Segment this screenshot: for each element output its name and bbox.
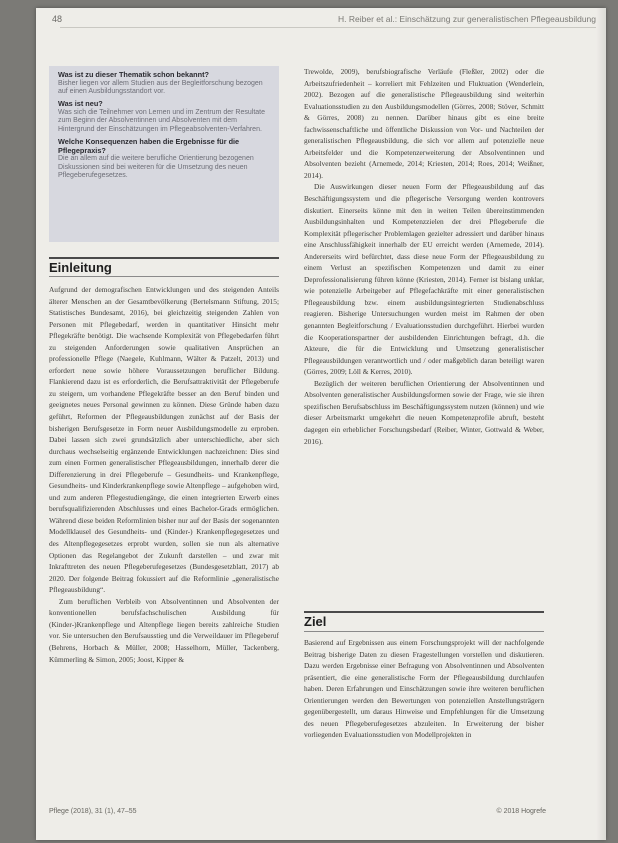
paragraph: Die Auswirkungen dieser neuen Form der Pflegeausbildung auf das Beschäftigungssystem und die pflegerische Versorgung werden kontrovers diskutiert. Einerseits könne mit den in weiten Teilen übereinstimmenden Ausbildungsinhalten und Kompetenzzielen der drei Pflegeberufe die Komplexität pflegerischer Problemlagen gezielter adressiert und darüber hinaus eine Anschlussfähigkeit innerhalb der EU erreicht werden (Arnemede, 2014). Andererseits wird befürchtet, dass diese neue Form der Pflegeausbildung zu einem Verlust an spezifischen Kompetenzen und damit zu einer Deprofessionalisierung führen könne (Kriesten, 2014). Ferner ist bislang unklar, wie potenzielle Arbeitgeber auf Pflegefachkräfte mit einer generalistischen Pflegeausbildung bzw. einem ausbildungsintegrierten Studienabschluss reagieren. Bisherige Untersuchungen wurden meist im Rahmen der oben genannten Begleitforschung / Evaluationsstudien durchgeführt. Hierbei wurden die Kooperationspartner der ausbildenden Einrichtungen befragt, d.h. die Akteure, die für die Entwicklung und Umsetzung generalistischer Pflegeausbildungen verantwortlich und / oder maßgeblich daran beteiligt waren (Görres, 2009; Löll & Kerres, 2010). — [304, 182, 544, 377]
key-point-answer: Was sich die Teilnehmer von Lernen und im Zentrum der Resultate zum Beginn der Absolventinnen und Absolventen mit dem Hintergrund der Einschätzungen im Pflegeabsolventen-Verfahren. — [58, 109, 265, 133]
section-title-introduction: Einleitung — [49, 260, 112, 275]
section-rule-bottom — [49, 276, 279, 277]
key-point-item — [58, 100, 273, 134]
left-column-body — [49, 284, 279, 804]
key-point-answer: Bisher liegen vor allem Studien aus der Begleitforschung bezogen auf einen Ausbildungsstandort vor. — [58, 79, 263, 95]
key-points-box — [49, 66, 279, 242]
key-point-question: Was ist zu dieser Thematik schon bekannt? — [58, 70, 209, 79]
key-point-question: Was ist neu? — [58, 99, 103, 109]
paragraph: Bezüglich der weiteren beruflichen Orientierung der Absolventinnen und Absolventen generalistischer Ausbildungsformen sowie der Frage, wie sie ihren spezifischen Berufsabschluss im Beschäftigungssystem nutzen (können) und wie dieser Arbeitsmarkt umgekehrt die neuen Kompetenzprofile abruft, besteht dagegen ein erheblicher Forschungsbedarf (Reiber, Winter, Gottwald & Weber, 2016). — [304, 378, 544, 446]
running-title: H. Reiber et al.: Einschätzung zur generalistischen Pflegeausbildung — [338, 14, 596, 24]
paragraph: Zum beruflichen Verbleib von Absolventinnen und Absolventen der konventionellen berufsfachschulischen Ausbildung für (Kinder-)Krankenpflege und Altenpflege liegen bereits zahlreiche Studien vor. Sie untersuchen den Berufsausstieg und die Verweildauer im Pflegeberuf (Behrens, Horbach & Müller, 2008; Hasselhorn, Müller, Tackenberg, Kümmerling & Simon, 2005; Joost, Kipper & — [49, 596, 279, 664]
page-edge-shadow — [596, 8, 606, 840]
paragraph: Trewolde, 2009), berufsbiografische Verläufe (Fleßler, 2002) oder die Arbeitszufriedenheit – korreliert mit Fehlzeiten und Fluktuation (Wenderlein, 2002). Bezogen auf die generalistische Pflegeausbildung sind weiterhin Evaluationsstudien zu den Ausbildungsmodellen (Görres, 2008; Stöver, Schmitt & Görres, 2008) zu nennen. Darüber hinaus gibt es eine breite fachwissenschaftliche und öffentliche Diskussion von Vor- und Nachteilen der generalistischen Pflegeausbildung, die sich vor allem auf potenzielle neue Arbeitsfelder und die Kompetenzerweiterung der Absolventinnen und Absolventen bezieht (Arnemede, 2014; Kriesten, 2014; Roes, 2014; Weißner, 2014). — [304, 67, 544, 180]
section-rule-bottom — [304, 631, 544, 632]
section-rule — [49, 257, 279, 259]
paragraph: Aufgrund der demografischen Entwicklungen und des steigenden Anteils älterer Menschen an der Gesamtbevölkerung (Bertelsmann Stiftung, 2015; Statistisches Bundesamt, 2016), bei gleichzeitig steigenden Zahlen von Personen mit Pflegebedarf, werden in quantitativer Hinsicht mehr Pflegekräfte benötigt. Die wachsende Komplexität von Pflegebedarfen führt zu steigenden Anforderungen sowie qualitativen Ansprüchen an professionelle Pflege (Naegele, Kuhlmann, Wälter & Patzelt, 2013) und erfordert neue sowie höhere Voraussetzungen beruflicher Bildung. Flankierend dazu ist es erforderlich, die Berufsattraktivität der Pflegeberufe zu steigern, um vorhandene Pflegekräfte besser an den Beruf binden und geeignetes neues Personal gewinnen zu können. Diese Gründe haben dazu geführt, Reformen der Pflegeausbildungen zunächst auf der Basis der bisherigen Berufsgesetze in Form neuer Ausbildungsmodelle zu erproben. Dabei lassen sich zwei grundsätzlich aber unterschiedliche, aber sich durchaus wechselseitig ergänzende Entwicklungen nachzeichnen: Dies sind zum einen Formen generalistischer Pflegeausbildungen, innerhalb derer die Differenzierung in drei Pflegeberufe – Gesundheits- und Krankenpflege, Gesundheits- und Kinderkrankenpflege sowie Altenpflege – aufgehoben wird, und zum anderen Pflegestudiengänge, die einen integrierten Erwerb eines berufsqualifizierenden Abschlusses und eines Bachelor-Grads ermöglichen. Während diese beiden Reformlinien bisher nur auf der Basis der sogenannten Modellklausel des Gesundheits- und (Kinder-) Krankenpflegegesetzes und des Altenpflegegesetzes erprobt wurden, sollen sie nun als alternative Optionen das Regelangebot der Zukunft darstellen – und zwar mit Inkrafttreten des neuen Pflegeberufegesetzes (Bundesgesetzblatt, 2017) ab 2020. Der folgende Beitrag fokussiert auf die Reformlinie „generalistische Pflegeausbildung“. — [49, 285, 279, 595]
journal-citation: Pflege (2018), 31 (1), 47–55 — [49, 808, 137, 815]
goal-body — [304, 637, 544, 801]
key-point-question: Welche Konsequenzen haben die Ergebnisse für die Pflegepraxis? — [58, 137, 240, 155]
section-title-goal: Ziel — [304, 614, 327, 629]
key-point-item — [58, 71, 273, 96]
page-number: 48 — [52, 14, 63, 24]
paragraph: Basierend auf Ergebnissen aus einem Forschungsprojekt will der nachfolgende Beitrag bisherige Daten zu diesen Fragestellungen vorstellen und diskutieren. Dazu werden Ergebnisse einer Befragung von Absolventinnen und Absolventen präsentiert, die eine generalistische Form der Pflegeausbildung durchlaufen haben. Deren Erfahrungen und Einschätzungen sowie ihre weiteren beruflichen Orientierungen werden den Bewertungen von potenziellen Anstellungsträgern gegenübergestellt, um daraus Hinweise und Empfehlungen für die Umsetzung des neuen Pflegeberufegesetzes abzuleiten. In Erweiterung der bisher vorliegenden Evaluationsstudien von Modellprojekten in — [304, 638, 544, 740]
right-column-body — [304, 66, 544, 592]
journal-page — [36, 8, 606, 840]
section-rule — [304, 611, 544, 613]
key-point-item — [58, 138, 273, 180]
key-point-answer: Die an allem auf die weitere berufliche Orientierung bezogenen Diskussionen sind bei weiteren für die Umsetzung des neuen Pflegeberufegesetzes. — [58, 155, 254, 180]
copyright: © 2018 Hogrefe — [496, 808, 546, 815]
header-rule — [60, 27, 596, 28]
